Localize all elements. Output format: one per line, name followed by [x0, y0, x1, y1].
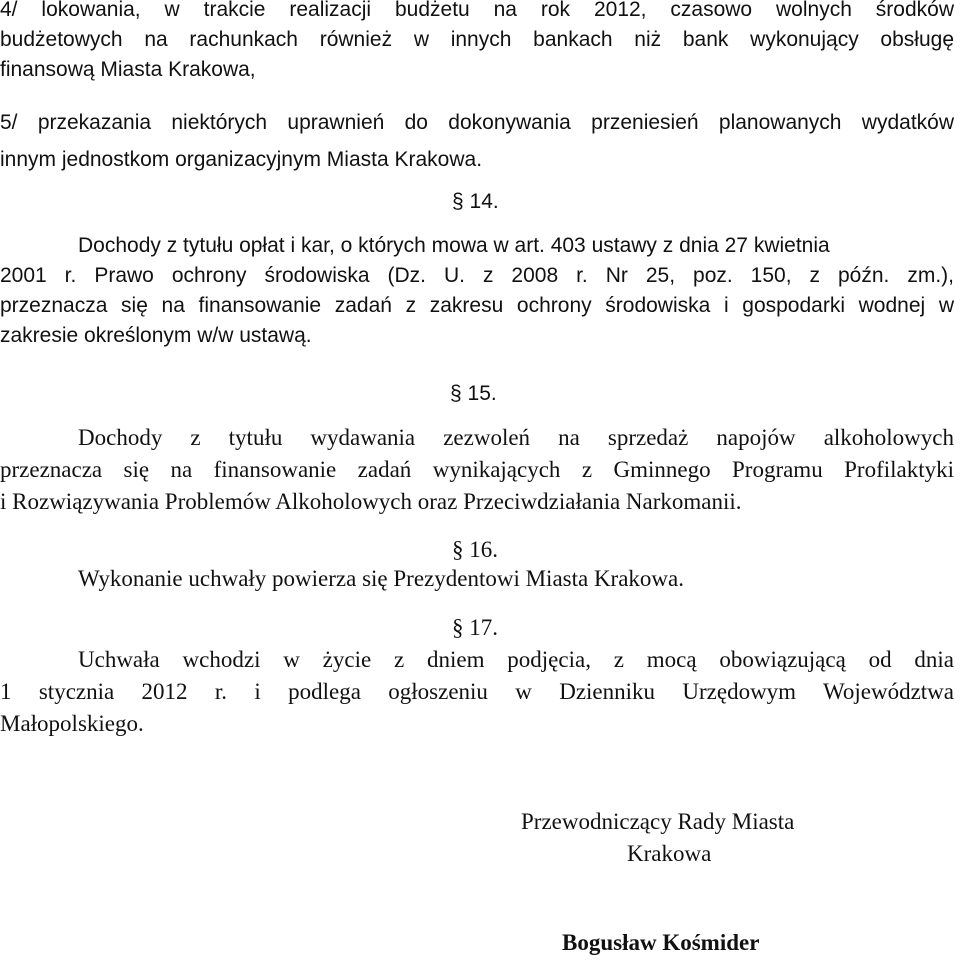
section-15-line-3: i Rozwiązywania Problemów Alkoholowych oraz Przeciwdziałania Narkomanii. [0, 489, 742, 514]
section-17-line-2: 1 stycznia 2012 r. i podlega ogłoszeniu w Dzienniku Urzędowym Województwa [0, 679, 954, 704]
item-5-line-1: 5/ przekazania niektórych uprawnień do dokonywania przeniesień planowanych wydatków [0, 111, 954, 134]
section-15-line-1: Dochody z tytułu wydawania zezwoleń na sprzedaż napojów alkoholowych [78, 425, 954, 450]
item-4-line-2: budżetowych na rachunkach również w innych bankach niż bank wykonujący obsługę [0, 28, 954, 51]
section-17-heading: § 17. [452, 615, 498, 640]
item-5-line-2: innym jednostkom organizacyjnym Miasta Krakowa. [0, 148, 483, 171]
section-17-line-1: Uchwała wchodzi w życie z dniem podjęcia, z mocą obowiązującą od dnia [78, 647, 954, 672]
section-16-heading: § 16. [452, 537, 498, 562]
item-5-paragraph [0, 109, 954, 174]
section-14-line-1: Dochody z tytułu opłat i kar, o których mowa w art. 403 ustawy z dnia 27 kwietnia [78, 234, 830, 257]
signature-title-line-2: Krakowa [627, 841, 712, 866]
section-14-heading: § 14. [452, 190, 499, 213]
item-4-line-3: finansową Miasta Krakowa, [0, 58, 256, 81]
section-17-paragraph [0, 646, 954, 738]
item-4-paragraph [0, 0, 954, 84]
item-4-line-1: 4/ lokowania, w trakcie realizacji budżetu na rok 2012, czasowo wolnych środków [0, 0, 954, 21]
section-14-line-3: przeznacza się na finansowanie zadań z zakresu ochrony środowiska i gospodarki wodnej w [0, 294, 954, 317]
signature-title-line-1: Przewodniczący Rady Miasta [521, 809, 795, 834]
section-16-paragraph [0, 565, 954, 593]
section-14-paragraph [0, 232, 954, 350]
section-15-paragraph [0, 424, 954, 516]
section-15-line-2: przeznacza się na finansowanie zadań wynikających z Gminnego Programu Profilaktyki [0, 457, 954, 482]
section-14-line-4: zakresie określonym w/w ustawą. [0, 324, 312, 347]
section-16-line-1: Wykonanie uchwały powierza się Prezydentowi Miasta Krakowa. [78, 566, 684, 591]
section-14-line-2: 2001 r. Prawo ochrony środowiska (Dz. U. z 2008 r. Nr 25, poz. 150, z późn. zm.), [0, 264, 954, 287]
section-15-heading: § 15. [450, 382, 497, 405]
signatory-name: Bogusław Kośmider [562, 930, 760, 955]
section-17-line-3: Małopolskiego. [0, 711, 144, 736]
